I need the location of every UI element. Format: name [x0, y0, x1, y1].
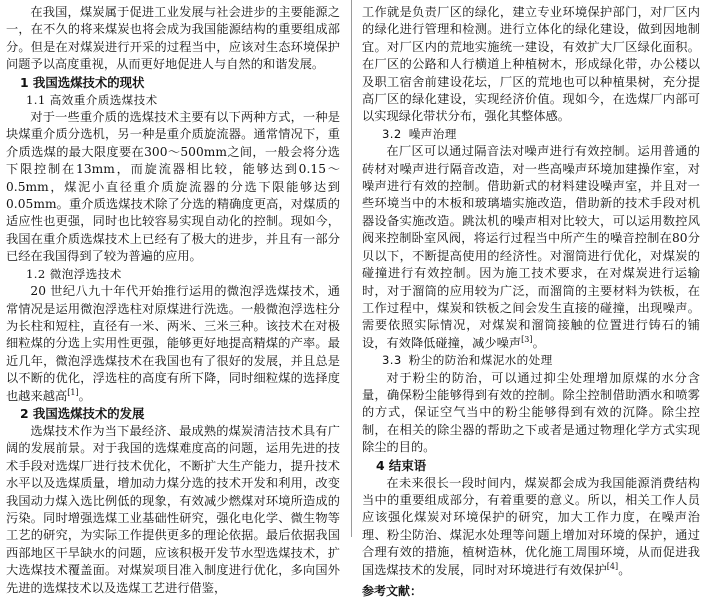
section-3-2-paragraph	[362, 143, 700, 352]
section-1-2-paragraph	[6, 283, 340, 405]
citation-1: [1]	[67, 387, 79, 397]
section-4-paragraph	[362, 475, 700, 579]
intro-paragraph: 在我国，煤炭属于促进工业发展与社会进步的主要能源之一，在不久的将来煤炭也将会成为我国能源结构的重要组成部分。但是在对煤炭进行开采的过程当中，应该对生态环境保护问题予以高度重视，从而更好地促进人与自然的和谐发展。	[6, 5, 340, 72]
section-3-3-number: 3.3	[382, 353, 402, 368]
section-4-heading: 4 结束语	[376, 457, 427, 473]
section-1-1-heading: 1.1 高效重介质选煤技术	[26, 92, 158, 107]
section-1-1-paragraph: 对于一些重介质的选煤技术主要有以下两种方式，一种是块煤重介质分选机，另一种是重介质旋流器。通常情况下，重介质选煤的最大限度要在300～500mm之间，一般会将分选下限控制在13mm，而旋流器相比较，能够达到0.15～0.5mm，煤泥小直径重介质旋流器的分选下限能够达到0.05mm。重介质选煤技术除了分选的精确度更高，对煤质的适应性也更强，同时也比较容易实现自动化的控制。现如今，我国在重介质选煤技术上已经有了极大的进步，并且有一部分已经在我国得到了较为普遍的应用。	[6, 110, 340, 264]
continued-paragraph: 工作就是负责厂区的绿化，建立专业环境保护部门，对厂区内的绿化进行管理和检测。进行立体化的绿化建设，做到因地制宜。对厂区内的荒地实施统一建设，有效扩大厂区绿化面积。在厂区的公路和人行横道上种植树木，形成绿化带，办公楼以及职工宿舍前建设花坛，厂区的荒地也可以种植果树，充分提高厂区的绿化建设，实现经济价值。现如今，在选煤厂内部可以实现绿化带状分布，强化其整体感。	[362, 5, 700, 124]
section-4-text: 在未来很长一段时间内，煤炭都会成为我国能源消费结构当中的重要组成部分，有着重要的意义。所以，相关工作人员应该强化煤炭对环境保护的研究，加大工作力度，在噪声治理、粉尘防治、煤泥水处理等问题上增加对环境的保护，通过合理有效的措施，植树造林，优化施工周围环境，从而促进我国选煤技术的发展，同时对环境进行有效保护	[362, 475, 700, 577]
section-4-end: 。	[618, 562, 631, 577]
section-1-2-heading: 1.2 微泡浮选技术	[26, 266, 122, 281]
section-1-2-end: 。	[78, 388, 91, 403]
section-3-3-paragraph: 对于粉尘的防治，可以通过抑尘处理增加原煤的水分含量，确保粉尘能够得到有效的控制。除尘控制借助洒水和喷雾的方式，保证空气当中的粉尘能够得到有效的沉降。除尘控制，在相关的除尘器的帮助之下或者是通过物理化学方式实现除尘的目的。	[362, 370, 700, 455]
column-divider	[351, 0, 352, 537]
section-3-2-title: 噪声治理	[408, 126, 457, 141]
references-label: 参考文献：	[362, 584, 423, 598]
left-column	[6, 4, 340, 597]
right-column	[362, 4, 700, 600]
section-3-3-heading	[362, 352, 700, 369]
section-1-heading: 1 我国选煤技术的现状	[20, 74, 145, 90]
section-1-2-text: 20 世纪八九十年代开始推行运用的微泡浮选煤技术，通常情况是运用微泡浮选柱对原煤进行洗选。一般微泡浮选柱分为长柱和短柱，直径有一米、两米、三米三种。该技术在对极细粒煤的分选上实用性更强，能够更好地提高精煤的产率。最近几年，微泡浮选煤技术在我国也有了很好的发展，并且总是以不断的优化，浮选柱的高度有所下降，同时细粒煤的选择度也越来越高	[6, 284, 340, 403]
section-3-2-text: 在厂区可以通过隔音法对噪声进行有效控制。运用普通的砖材对噪声进行隔音改造，对一些高噪声环境加建操作室，对噪声进行有效的控制。借助新式的材料建设噪声室，并且对一些环境当中的木板和玻璃墙实施改造，借助新的技术手段对机器设备实施改造。跳汰机的噪声相对比较大，可以运用数控风阀来控制卧室风阀，将运行过程当中所产生的噪音控制在80分贝以下，不断提高使用的经济性。对溜筒进行优化，对煤炭的碰撞进行有效控制。因为施工技术要求，在对煤炭进行运输时，对于溜筒的应用较为广泛，而溜筒的主要材料为铁板，在工作过程中，煤炭和铁板之间会发生直接的碰撞，出现噪声。需要依照实际情况，对煤炭和溜筒接触的位置进行铸石的铺设，有效降低碰撞，减少噪声	[362, 144, 700, 350]
section-3-2-number: 3.2	[382, 126, 402, 141]
citation-4: [4]	[606, 561, 619, 571]
citation-3: [3]	[521, 334, 533, 344]
section-2-heading: 2 我国选煤技术的发展	[20, 405, 145, 421]
section-3-2-end: 。	[532, 335, 545, 350]
section-3-3-title: 粉尘的防治和煤泥水的处理	[408, 353, 553, 368]
section-2-paragraph: 选煤技术作为当下最经济、最成熟的煤炭清洁技术具有广阔的发展前景。对于我国的选煤难度高的问题，运用先进的技术手段对选煤厂进行技术优化，不断扩大生产能力，提升技术水平以及选煤质量，增加动力煤分选的技术开发和利用，改变我国动力煤入选比例低的现象，有效减少燃煤对环境所造成的污染。同时增强选煤工业基础性研究，强化电化学、微生物等工艺的研究，为实际工作提供更多的理论依据。最后依据我国西部地区干旱缺水的问题，应该积极开发节水型选煤技术，扩大选煤技术覆盖面。对煤炭项目准入制度进行优化，多向国外先进的选煤技术以及选煤工艺进行借鉴，	[6, 423, 340, 595]
section-3-2-heading	[362, 126, 700, 143]
